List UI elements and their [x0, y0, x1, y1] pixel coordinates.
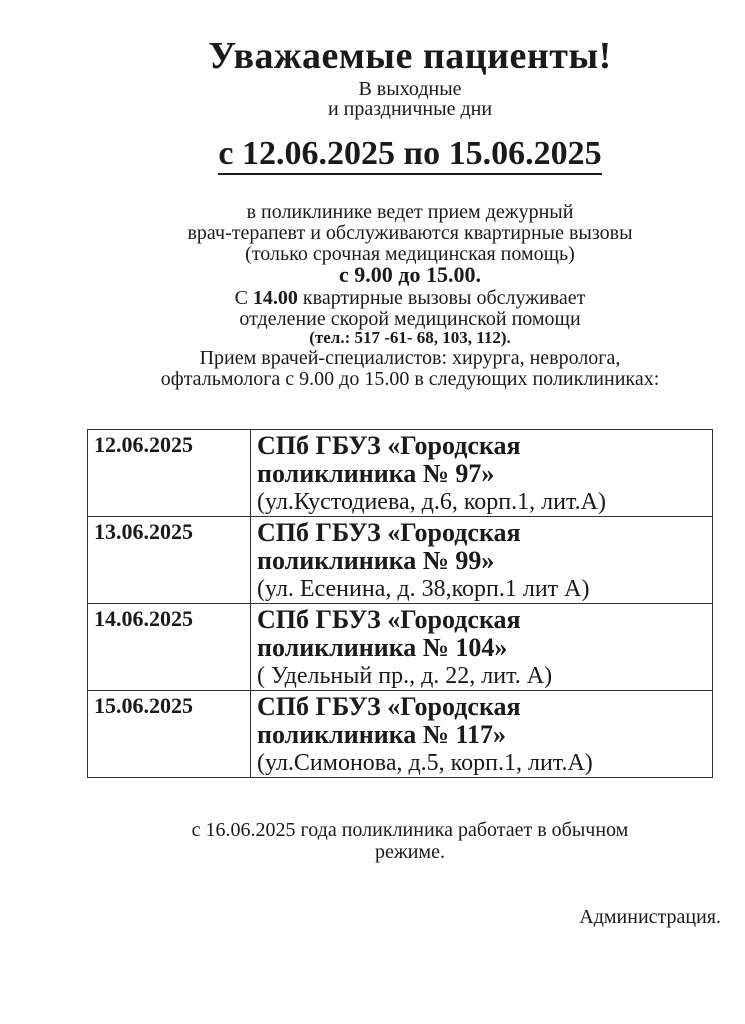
schedule-date: 12.06.2025 [88, 430, 251, 517]
holiday-period-text: с 12.06.2025 по 15.06.2025 [218, 135, 601, 175]
schedule-date: 13.06.2025 [88, 517, 251, 604]
duty-line-1: в поликлинике ведет прием дежурный [246, 201, 574, 223]
clinic-name-line-2: поликлиника № 97» [257, 459, 495, 488]
holiday-period [40, 133, 745, 175]
administration-signature: Администрация. [579, 906, 721, 928]
clinic-name-line-1: СПб ГБУЗ «Городская [257, 431, 521, 460]
schedule-clinic [251, 691, 713, 778]
table-row [88, 691, 713, 778]
home-calls-time: 14.00 [252, 287, 298, 309]
intro-line-2: и праздничные дни [327, 98, 493, 120]
clinic-name-line-1: СПб ГБУЗ «Городская [257, 605, 521, 634]
clinic-address: (ул.Симонова, д.5, корп.1, лит.А) [257, 750, 593, 776]
schedule-date: 14.06.2025 [88, 604, 251, 691]
ambulance-line: отделение скорой медицинской помощи [239, 308, 581, 330]
clinic-schedule-table [87, 429, 713, 778]
clinic-name-line-2: поликлиника № 99» [257, 546, 495, 575]
schedule-clinic [251, 517, 713, 604]
clinic-name-line-2: поликлиника № 117» [257, 720, 506, 749]
regular-mode-line-1: с 16.06.2025 года поликлиника работает в обычном [191, 819, 629, 841]
schedule-clinic [251, 430, 713, 517]
notice-title: Уважаемые пациенты! [208, 35, 612, 77]
duty-hours: с 9.00 до 15.00. [339, 262, 481, 287]
duty-line-3: (только срочная медицинская помощь) [245, 243, 575, 265]
phone-numbers: (тел.: 517 -61- 68, 103, 112). [309, 328, 511, 347]
clinic-address: (ул.Кустодиева, д.6, корп.1, лит.А) [257, 489, 606, 515]
table-row [88, 604, 713, 691]
schedule-clinic [251, 604, 713, 691]
home-calls-line [40, 288, 745, 309]
clinic-address: (ул. Есенина, д. 38,корп.1 лит А) [257, 576, 590, 602]
clinic-name-line-1: СПб ГБУЗ «Городская [257, 692, 521, 721]
duty-line-2: врач-терапевт и обслуживаются квартирные вызовы [187, 222, 633, 244]
clinic-address: ( Удельный пр., д. 22, лит. А) [257, 663, 553, 689]
specialists-line-1: Прием врачей-специалистов: хирурга, невролога, [199, 347, 621, 369]
clinic-name-line-2: поликлиника № 104» [257, 633, 508, 662]
home-calls-prefix: С [234, 287, 253, 309]
schedule-date: 15.06.2025 [88, 691, 251, 778]
regular-mode-line-2: режиме. [375, 841, 445, 863]
specialists-line-2: офтальмолога с 9.00 до 15.00 в следующих поликлиниках: [160, 368, 660, 390]
table-row [88, 430, 713, 517]
table-row [88, 517, 713, 604]
intro-line-1: В выходные [358, 78, 462, 100]
clinic-name-line-1: СПб ГБУЗ «Городская [257, 518, 521, 547]
home-calls-suffix: квартирные вызовы обслуживает [297, 287, 586, 309]
